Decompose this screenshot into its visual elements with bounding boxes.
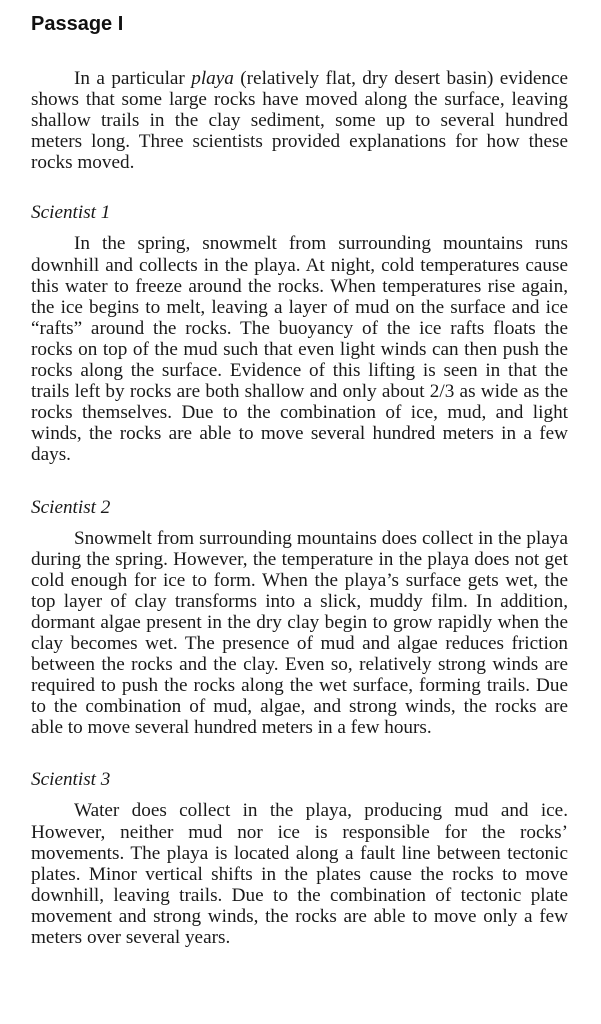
intro-italic-term: playa: [191, 68, 234, 89]
scientist-3-heading: Scientist 3: [31, 769, 111, 791]
intro-text-rest: (relatively flat, dry desert basin) evidence shows that some large rocks have moved along the surface, leaving shallow trails in the clay sediment, some up to several hundred meters long. Three scientists provided explanations for how these rocks moved.: [31, 68, 568, 174]
scientist-1-heading: Scientist 1: [31, 202, 111, 224]
intro-text-start: In a particular: [74, 68, 192, 89]
passage: [31, 0, 568, 948]
scientist-1-paragraph: In the spring, snowmelt from surrounding mountains runs downhill and collects in the playa. At night, cold temperatures cause this water to freeze around the rocks. When temperatures rise again, the ice begins to melt, leaving a layer of mud on the surface and ice “rafts” around the rocks. The buoyancy of the ice rafts floats the rocks on top of the mud such that even light winds can then push the rocks along the surface. Evidence of this lifting is seen in that the trails left by rocks are both shallow and only about 2/3 as wide as the rocks themselves. Due to the combination of ice, mud, and light winds, the rocks are able to move several hundred meters in a few days.: [31, 233, 568, 466]
passage-title: Passage I: [31, 13, 124, 35]
scientist-3-paragraph: Water does collect in the playa, producing mud and ice. However, neither mud nor ice is responsible for the rocks’ movements. The playa is located along a fault line between tectonic plates. Minor vertical shifts in the plates cause the rocks to move downhill, leaving trails. Due to the combination of tectonic plate movement and strong winds, the rocks are able to move only a few meters over several years.: [31, 800, 568, 948]
intro-paragraph: [31, 68, 568, 173]
scientist-2-paragraph: Snowmelt from surrounding mountains does collect in the playa during the spring. However, the temperature in the playa does not get cold enough for ice to form. When the playa’s surface gets wet, the top layer of clay transforms into a slick, muddy film. In addition, dormant algae present in the dry clay begin to grow rapidly when the clay becomes wet. The presence of mud and algae reduces friction between the rocks and the clay. Even so, relatively strong winds are required to push the rocks along the wet surface, forming trails. Due to the combination of mud, algae, and strong winds, the rocks are able to move several hundred meters in a few hours.: [31, 527, 568, 739]
scientist-2-heading: Scientist 2: [31, 496, 111, 518]
